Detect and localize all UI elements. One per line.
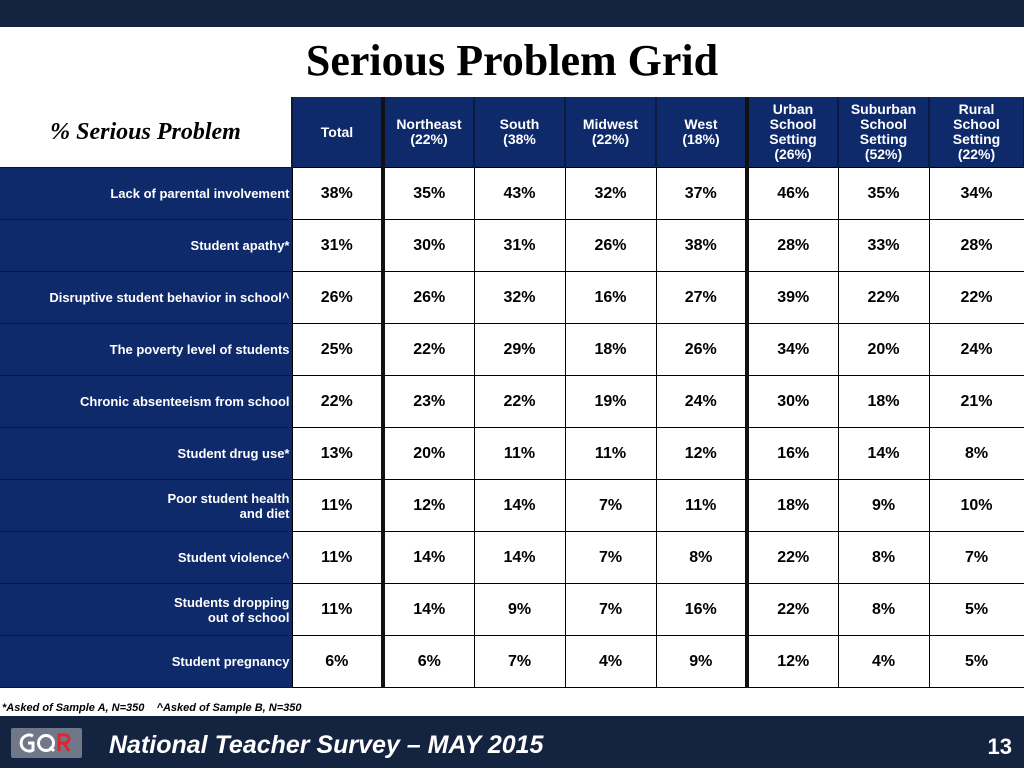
cell-midwest: 26% xyxy=(565,220,656,272)
table-row xyxy=(0,168,1024,220)
table-row xyxy=(0,532,1024,584)
cell-total: 31% xyxy=(292,220,383,272)
row-label: Student pregnancy xyxy=(0,636,292,688)
header-row xyxy=(0,97,1024,168)
cell-urban: 46% xyxy=(747,168,838,220)
cell-suburban: 22% xyxy=(838,272,929,324)
cell-suburban: 4% xyxy=(838,636,929,688)
cell-urban: 30% xyxy=(747,376,838,428)
row-label: Chronic absenteeism from school xyxy=(0,376,292,428)
gqr-logo xyxy=(11,728,82,758)
cell-urban: 28% xyxy=(747,220,838,272)
cell-northeast: 14% xyxy=(383,532,474,584)
cell-midwest: 7% xyxy=(565,532,656,584)
cell-northeast: 22% xyxy=(383,324,474,376)
cell-south: 11% xyxy=(474,428,565,480)
footnote: *Asked of Sample A, N=350 ^Asked of Sample B, N=350 xyxy=(2,702,302,714)
corner-label: % Serious Problem xyxy=(0,97,292,168)
cell-total: 22% xyxy=(292,376,383,428)
cell-midwest: 7% xyxy=(565,584,656,636)
cell-northeast: 23% xyxy=(383,376,474,428)
row-label: Lack of parental involvement xyxy=(0,168,292,220)
cell-urban: 22% xyxy=(747,532,838,584)
cell-total: 25% xyxy=(292,324,383,376)
cell-total: 13% xyxy=(292,428,383,480)
row-label: The poverty level of students xyxy=(0,324,292,376)
column-header-west: West (18%) xyxy=(656,97,747,168)
cell-suburban: 33% xyxy=(838,220,929,272)
cell-total: 11% xyxy=(292,480,383,532)
cell-northeast: 26% xyxy=(383,272,474,324)
column-header-urban: Urban School Setting (26%) xyxy=(747,97,838,168)
cell-south: 7% xyxy=(474,636,565,688)
cell-suburban: 8% xyxy=(838,532,929,584)
cell-northeast: 35% xyxy=(383,168,474,220)
cell-total: 38% xyxy=(292,168,383,220)
cell-rural: 34% xyxy=(929,168,1024,220)
cell-west: 8% xyxy=(656,532,747,584)
cell-midwest: 18% xyxy=(565,324,656,376)
cell-total: 26% xyxy=(292,272,383,324)
row-label: Student violence^ xyxy=(0,532,292,584)
cell-south: 43% xyxy=(474,168,565,220)
cell-rural: 22% xyxy=(929,272,1024,324)
cell-urban: 34% xyxy=(747,324,838,376)
cell-rural: 10% xyxy=(929,480,1024,532)
column-header-suburban: Suburban School Setting (52%) xyxy=(838,97,929,168)
table-row xyxy=(0,428,1024,480)
cell-west: 26% xyxy=(656,324,747,376)
cell-northeast: 20% xyxy=(383,428,474,480)
table-row xyxy=(0,220,1024,272)
cell-midwest: 7% xyxy=(565,480,656,532)
column-header-northeast: Northeast (22%) xyxy=(383,97,474,168)
cell-south: 14% xyxy=(474,532,565,584)
cell-urban: 18% xyxy=(747,480,838,532)
row-label: Poor student health and diet xyxy=(0,480,292,532)
cell-suburban: 35% xyxy=(838,168,929,220)
cell-rural: 24% xyxy=(929,324,1024,376)
table-row xyxy=(0,376,1024,428)
cell-south: 29% xyxy=(474,324,565,376)
cell-northeast: 30% xyxy=(383,220,474,272)
cell-rural: 5% xyxy=(929,636,1024,688)
cell-midwest: 19% xyxy=(565,376,656,428)
gqr-logo-mark xyxy=(17,731,77,755)
table-row xyxy=(0,324,1024,376)
slide-title: Serious Problem Grid xyxy=(305,36,719,85)
cell-suburban: 8% xyxy=(838,584,929,636)
table-row xyxy=(0,584,1024,636)
column-header-midwest: Midwest (22%) xyxy=(565,97,656,168)
cell-west: 16% xyxy=(656,584,747,636)
cell-west: 11% xyxy=(656,480,747,532)
cell-total: 6% xyxy=(292,636,383,688)
table-body xyxy=(0,168,1024,688)
cell-total: 11% xyxy=(292,584,383,636)
row-label: Student apathy* xyxy=(0,220,292,272)
cell-northeast: 14% xyxy=(383,584,474,636)
cell-rural: 21% xyxy=(929,376,1024,428)
column-header-rural: Rural School Setting (22%) xyxy=(929,97,1024,168)
column-header-south: South (38% xyxy=(474,97,565,168)
cell-urban: 16% xyxy=(747,428,838,480)
row-label: Disruptive student behavior in school^ xyxy=(0,272,292,324)
cell-urban: 22% xyxy=(747,584,838,636)
cell-northeast: 12% xyxy=(383,480,474,532)
cell-total: 11% xyxy=(292,532,383,584)
cell-midwest: 4% xyxy=(565,636,656,688)
cell-rural: 8% xyxy=(929,428,1024,480)
cell-urban: 12% xyxy=(747,636,838,688)
cell-midwest: 16% xyxy=(565,272,656,324)
cell-midwest: 32% xyxy=(565,168,656,220)
page-number: 13 xyxy=(987,734,1012,759)
serious-problem-table xyxy=(0,97,1024,688)
cell-west: 27% xyxy=(656,272,747,324)
cell-midwest: 11% xyxy=(565,428,656,480)
top-bar xyxy=(0,0,1024,27)
cell-west: 12% xyxy=(656,428,747,480)
table-row xyxy=(0,272,1024,324)
cell-suburban: 9% xyxy=(838,480,929,532)
cell-west: 24% xyxy=(656,376,747,428)
cell-south: 14% xyxy=(474,480,565,532)
cell-northeast: 6% xyxy=(383,636,474,688)
cell-west: 38% xyxy=(656,220,747,272)
cell-suburban: 20% xyxy=(838,324,929,376)
cell-suburban: 14% xyxy=(838,428,929,480)
cell-south: 9% xyxy=(474,584,565,636)
cell-suburban: 18% xyxy=(838,376,929,428)
column-header-total: Total xyxy=(292,97,383,168)
row-label: Student drug use* xyxy=(0,428,292,480)
cell-west: 37% xyxy=(656,168,747,220)
cell-urban: 39% xyxy=(747,272,838,324)
table-row xyxy=(0,636,1024,688)
cell-west: 9% xyxy=(656,636,747,688)
footer-bar xyxy=(0,716,1024,768)
cell-south: 31% xyxy=(474,220,565,272)
cell-rural: 7% xyxy=(929,532,1024,584)
table-row xyxy=(0,480,1024,532)
cell-south: 32% xyxy=(474,272,565,324)
row-label: Students dropping out of school xyxy=(0,584,292,636)
cell-south: 22% xyxy=(474,376,565,428)
cell-rural: 5% xyxy=(929,584,1024,636)
footer-title: National Teacher Survey – MAY 2015 xyxy=(109,731,544,759)
cell-rural: 28% xyxy=(929,220,1024,272)
